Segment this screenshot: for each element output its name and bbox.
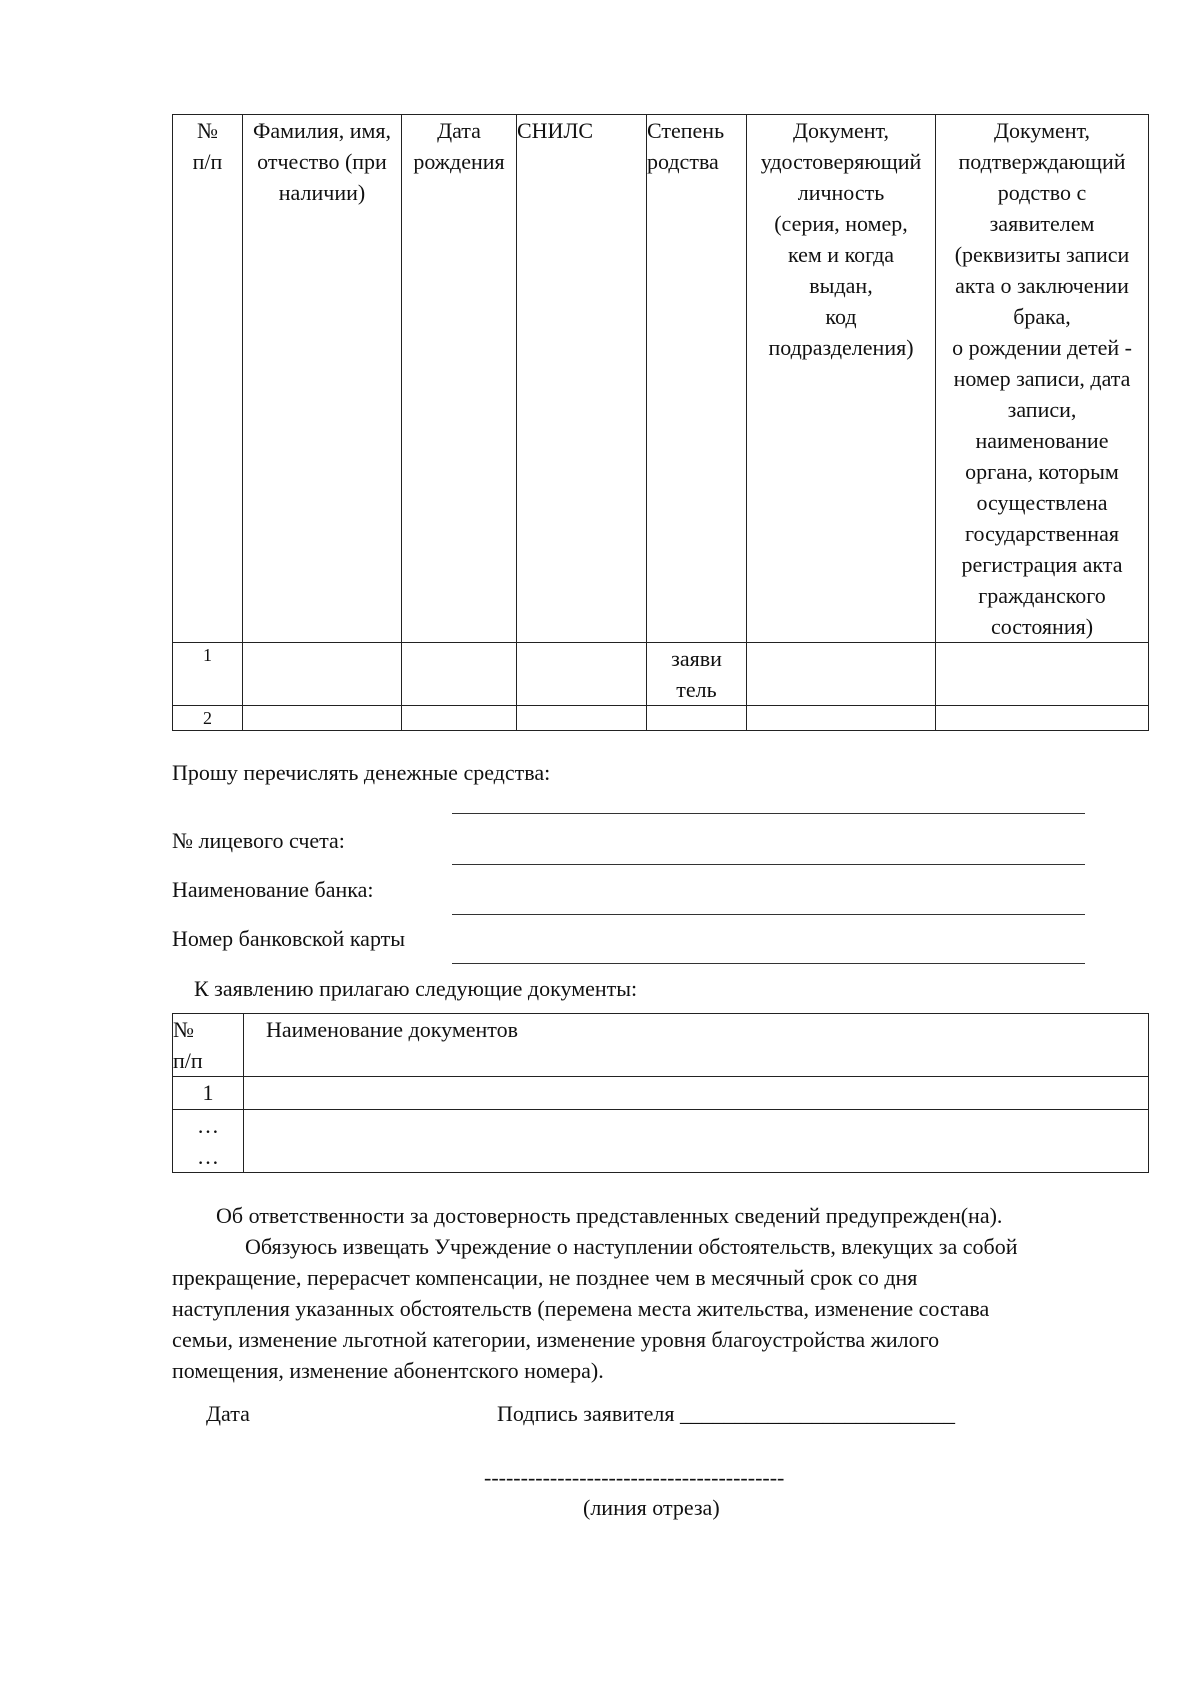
kinship-document-cell[interactable]	[936, 643, 1149, 706]
transfer-blank-line[interactable]	[452, 813, 1085, 814]
account-input-line[interactable]	[452, 864, 1085, 865]
obligation-line: Обязуюсь извещать Учреждение о наступлении обстоятельств, влекущих за собой	[245, 1234, 1018, 1259]
documents-header-row	[173, 1014, 1149, 1077]
header-birth-date: Дата рождения	[402, 115, 517, 643]
snils-cell[interactable]	[517, 706, 647, 731]
header-num: № п/п	[173, 115, 243, 643]
id-document-cell[interactable]	[747, 643, 936, 706]
obligation-line: помещения, изменение абонентского номера).	[172, 1358, 604, 1383]
document-name-cell[interactable]	[244, 1077, 1149, 1110]
relatives-table-header-row	[173, 115, 1149, 643]
snils-cell[interactable]	[517, 643, 647, 706]
row-num: 2	[173, 706, 243, 731]
signature-field[interactable]	[497, 1401, 955, 1427]
document-name-cell[interactable]	[244, 1110, 1149, 1173]
signature-blank[interactable]: _________________________	[680, 1401, 956, 1426]
row-num: 1	[173, 643, 243, 706]
card-input-line[interactable]	[452, 963, 1085, 964]
documents-table	[172, 1013, 1149, 1173]
id-document-cell[interactable]	[747, 706, 936, 731]
document-row-num: 1	[173, 1077, 244, 1110]
relation-cell[interactable]	[647, 706, 747, 731]
statement-block	[172, 1200, 1162, 1386]
responsibility-text: Об ответственности за достоверность представленных сведений предупрежден(на).	[216, 1203, 1003, 1228]
signature-label: Подпись заявителя	[497, 1401, 675, 1426]
card-label: Номер банковской карты	[172, 926, 406, 951]
header-relation: Степень родства	[647, 115, 747, 643]
header-id-document: Документ, удостоверяющий личность (серия, номер, кем и когда выдан, код подразделения)	[747, 115, 936, 643]
relatives-table	[172, 114, 1149, 731]
fio-cell[interactable]	[243, 643, 402, 706]
documents-intro: К заявлению прилагаю следующие документы:	[194, 976, 638, 1001]
table-row	[173, 1077, 1149, 1110]
table-row	[173, 706, 1149, 731]
header-kinship-document: Документ, подтверждающий родство с заявителем (реквизиты записи акта о заключении брака, о рождении детей - номер записи, дата записи, наименование органа, которым осуществлена государственная регистрация акта гражданского состояния)	[936, 115, 1149, 643]
account-label: № лицевого счета:	[172, 828, 345, 853]
cut-line-caption: (линия отреза)	[583, 1495, 720, 1520]
fio-cell[interactable]	[243, 706, 402, 731]
obligation-line: прекращение, перерасчет компенсации, не позднее чем в месячный срок со дня	[172, 1265, 918, 1290]
date-label: Дата	[206, 1401, 250, 1426]
birth-date-cell[interactable]	[402, 643, 517, 706]
birth-date-cell[interactable]	[402, 706, 517, 731]
documents-header-name: Наименование документов	[244, 1014, 1149, 1077]
header-snils: СНИЛС	[517, 115, 647, 643]
transfer-intro: Прошу перечислять денежные средства:	[172, 760, 551, 785]
table-row	[173, 643, 1149, 706]
header-fio: Фамилия, имя, отчество (при наличии)	[243, 115, 402, 643]
table-row	[173, 1110, 1149, 1173]
documents-header-num: № п/п	[173, 1014, 244, 1077]
cut-line: -----------------------------------------	[484, 1465, 785, 1490]
kinship-document-cell[interactable]	[936, 706, 1149, 731]
bank-label: Наименование банка:	[172, 877, 374, 902]
document-row-num: … …	[173, 1110, 244, 1173]
obligation-line: семьи, изменение льготной категории, изменение уровня благоустройства жилого	[172, 1327, 940, 1352]
relation-cell[interactable]: заяви тель	[647, 643, 747, 706]
obligation-line: наступления указанных обстоятельств (перемена места жительства, изменение состава	[172, 1296, 990, 1321]
bank-input-line[interactable]	[452, 914, 1085, 915]
